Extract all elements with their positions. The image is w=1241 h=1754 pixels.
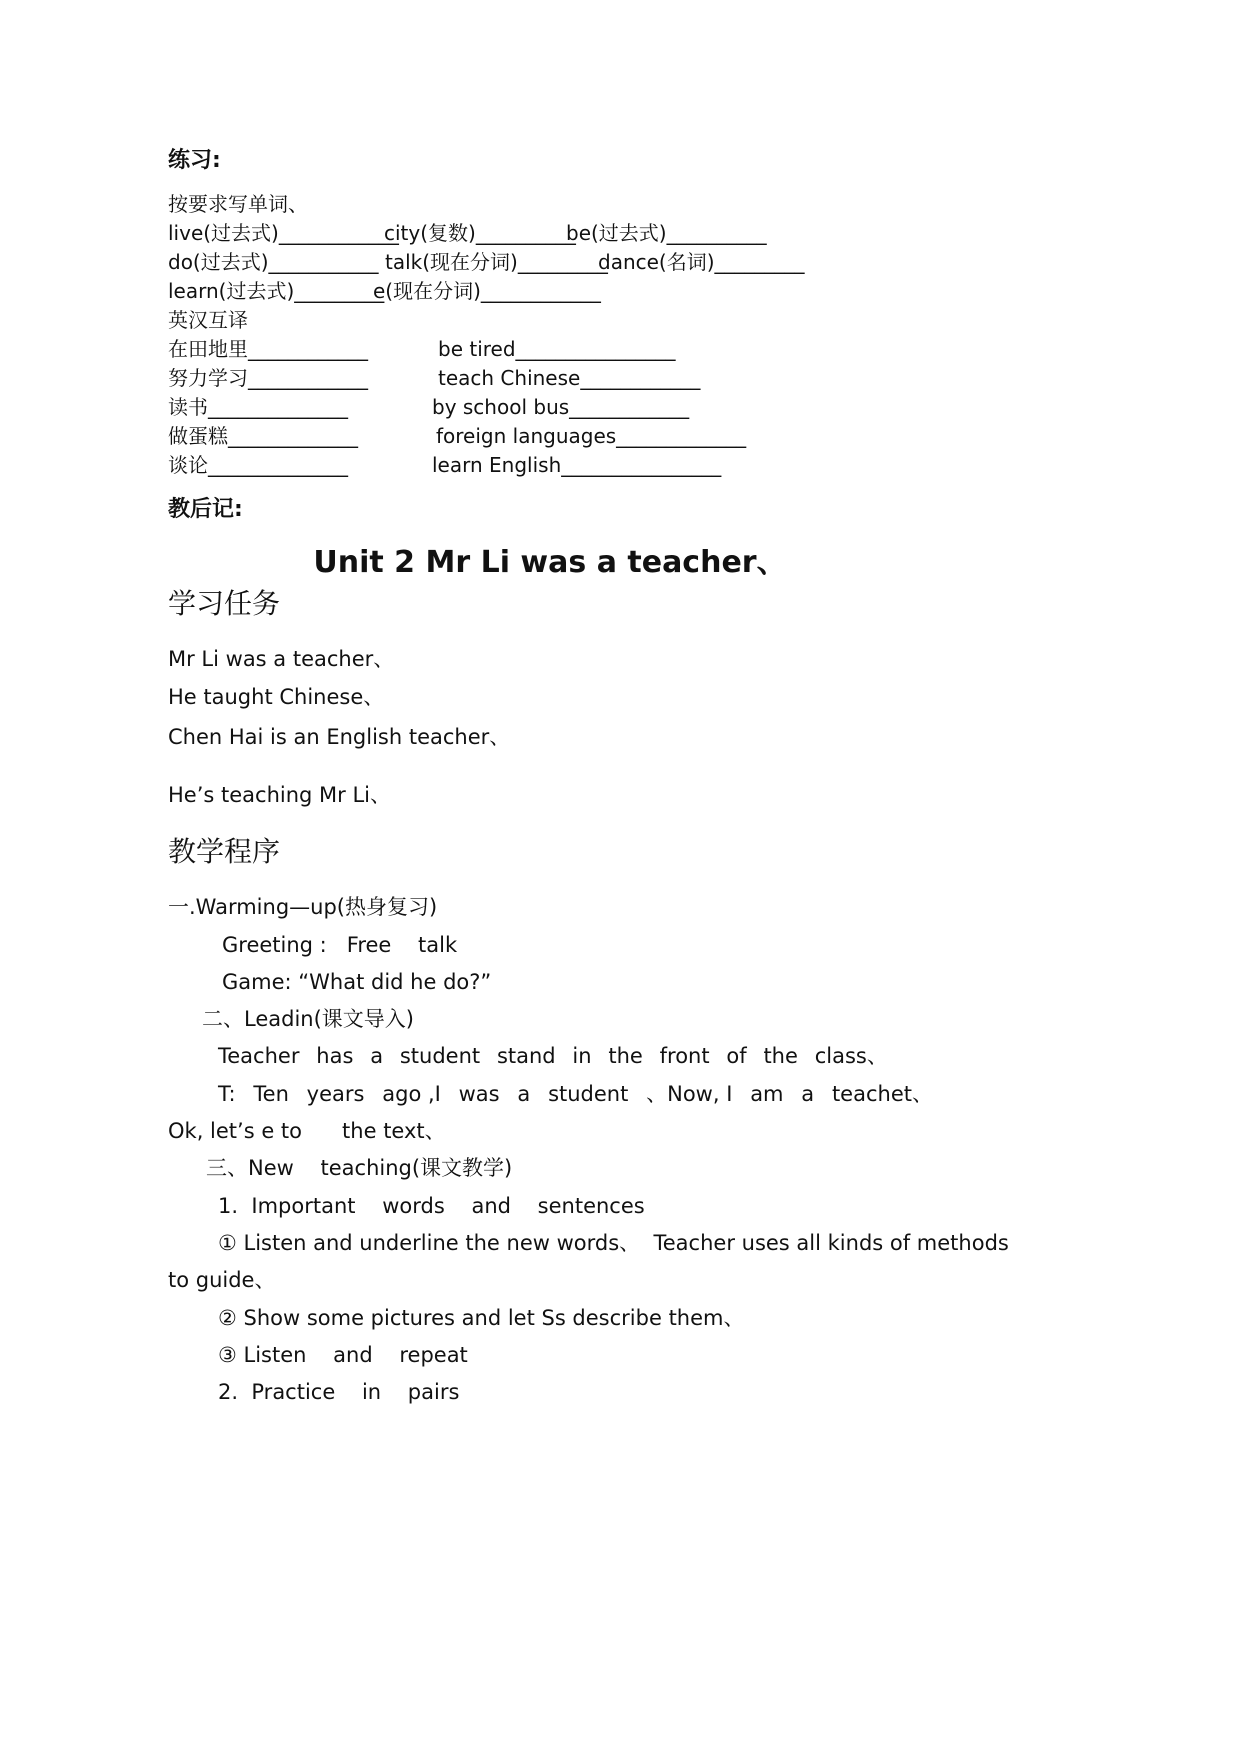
word: 、Now, I: [646, 1082, 733, 1106]
word: student: [399, 1044, 481, 1068]
task-sentence: He’s teaching Mr Li、: [168, 783, 391, 807]
sub-step: to guide、: [168, 1268, 276, 1292]
word: ago ,I: [382, 1082, 441, 1106]
word: a: [517, 1082, 531, 1106]
afterword-heading: 教后记:: [168, 497, 243, 522]
word: Ten: [253, 1082, 289, 1106]
leadin-line: [218, 1046, 888, 1067]
word: of: [726, 1044, 747, 1068]
translation-blank: 做蛋糕_____________: [168, 424, 358, 448]
word-blank: dance(名词)_________: [598, 250, 805, 274]
word: teachet、: [831, 1082, 933, 1106]
task-sentence: Chen Hai is an English teacher、: [168, 725, 511, 749]
sub-step: ① Listen and underline the new words、 Teacher uses all kinds of methods: [218, 1231, 1009, 1255]
translation-blank: foreign languages_____________: [436, 424, 747, 448]
word-blank: talk(现在分词)_________: [385, 250, 608, 274]
word: a: [801, 1082, 815, 1106]
step-leadin: 二、Leadin(课文导入): [202, 1007, 414, 1031]
exercise-heading: 练习:: [168, 148, 221, 173]
word: class、: [814, 1044, 888, 1068]
exercise-task-translation: 英汉互译: [168, 308, 248, 332]
leadin-line: [218, 1084, 933, 1105]
word-blank: learn(过去式)_________: [168, 279, 385, 303]
task-sentence: Mr Li was a teacher、: [168, 647, 395, 671]
step-item: Greeting : Free talk: [222, 933, 458, 957]
translation-blank: 读书______________: [168, 395, 348, 419]
word: Teacher: [218, 1044, 300, 1068]
word: stand: [496, 1044, 556, 1068]
step-warming-up: 一.Warming—up(热身复习): [168, 895, 438, 919]
word-blank: live(过去式)____________: [168, 221, 399, 245]
translation-blank: teach Chinese____________: [438, 366, 701, 390]
word: the: [608, 1044, 643, 1068]
translation-blank: by school bus____________: [432, 395, 690, 419]
word: student: [548, 1082, 629, 1106]
sub-step: 1. Important words and sentences: [218, 1194, 645, 1218]
translation-blank: 努力学习____________: [168, 366, 368, 390]
word: the: [763, 1044, 798, 1068]
word: T:: [218, 1082, 236, 1106]
leadin-line: Ok, let’s e to the text、: [168, 1119, 446, 1143]
word: was: [458, 1082, 500, 1106]
word-blank: be(过去式)__________: [566, 221, 767, 245]
sub-step: ③ Listen and repeat: [218, 1343, 468, 1367]
step-new-teaching: 三、New teaching(课文教学): [206, 1156, 513, 1180]
sub-step: 2. Practice in pairs: [218, 1380, 460, 1404]
sub-step: ② Show some pictures and let Ss describe them、: [218, 1306, 745, 1330]
word: has: [316, 1044, 354, 1068]
word-blank: city(复数)__________: [384, 221, 576, 245]
word: in: [572, 1044, 592, 1068]
translation-blank: be tired________________: [438, 337, 676, 361]
word: front: [659, 1044, 710, 1068]
translation-blank: 在田地里____________: [168, 337, 368, 361]
unit-title: Unit 2 Mr Li was a teacher、: [313, 545, 787, 580]
procedure-heading: 教学程序: [168, 835, 281, 868]
word-blank: do(过去式)___________: [168, 250, 379, 274]
task-sentence: He taught Chinese、: [168, 685, 385, 709]
exercise-task-word-forms: 按要求写单词、: [168, 192, 308, 216]
word-blank: e(现在分词)____________: [373, 279, 601, 303]
translation-blank: learn English________________: [432, 453, 722, 477]
word: a: [370, 1044, 384, 1068]
tasks-heading: 学习任务: [168, 587, 281, 620]
word: years: [306, 1082, 365, 1106]
word: am: [750, 1082, 784, 1106]
step-item: Game: “What did he do?”: [222, 970, 492, 994]
translation-blank: 谈论______________: [168, 453, 348, 477]
